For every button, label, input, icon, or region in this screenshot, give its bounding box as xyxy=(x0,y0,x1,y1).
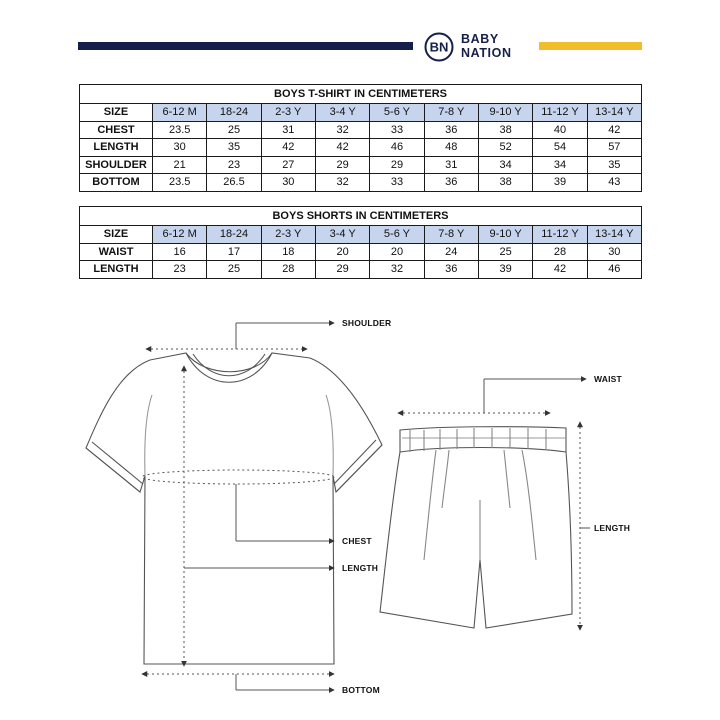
table-cell: 32 xyxy=(315,174,369,192)
shorts-illustration xyxy=(380,427,572,628)
size-header-cell: 9-10 Y xyxy=(478,226,532,244)
table-row xyxy=(80,174,642,192)
table-title: BOYS SHORTS IN CENTIMETERS xyxy=(80,207,642,226)
table-cell: 17 xyxy=(207,243,261,261)
table-cell: 40 xyxy=(533,121,587,139)
brand-logo xyxy=(424,32,534,62)
row-label: WAIST xyxy=(80,243,153,261)
table-cell: 25 xyxy=(207,261,261,279)
header-bar-navy xyxy=(78,42,413,50)
tshirt-illustration xyxy=(86,353,382,664)
table-cell: 29 xyxy=(315,261,369,279)
row-label: CHEST xyxy=(80,121,153,139)
table-cell: 31 xyxy=(261,121,315,139)
header-bar-gold xyxy=(539,42,642,50)
table-cell: 42 xyxy=(587,121,641,139)
table-cell: 30 xyxy=(587,243,641,261)
measurement-diagram xyxy=(0,300,720,720)
table-cell: 36 xyxy=(424,174,478,192)
table-cell: 42 xyxy=(261,139,315,157)
table-cell: 23.5 xyxy=(153,174,207,192)
table-cell: 32 xyxy=(370,261,424,279)
label-shoulder: SHOULDER xyxy=(342,318,392,328)
table-cell: 23 xyxy=(153,261,207,279)
size-header-cell: 13-14 Y xyxy=(587,104,641,122)
row-label: SIZE xyxy=(80,104,153,122)
table-cell: 32 xyxy=(315,121,369,139)
table-cell: 31 xyxy=(424,156,478,174)
size-header-cell: 2-3 Y xyxy=(261,226,315,244)
shorts-size-table xyxy=(79,206,642,279)
label-shorts-length: LENGTH xyxy=(594,523,631,533)
tshirt-table-body xyxy=(80,85,642,192)
label-bottom: BOTTOM xyxy=(342,685,380,695)
size-header-cell: 13-14 Y xyxy=(587,226,641,244)
table-cell: 36 xyxy=(424,121,478,139)
row-label: SIZE xyxy=(80,226,153,244)
table-title-row xyxy=(80,207,642,226)
table-cell: 29 xyxy=(315,156,369,174)
table-cell: 30 xyxy=(261,174,315,192)
table-cell: 39 xyxy=(478,261,532,279)
logo-line-1: BABY xyxy=(461,32,499,46)
table-title-row xyxy=(80,85,642,104)
logo-monogram-icon xyxy=(424,32,454,62)
table-cell: 20 xyxy=(370,243,424,261)
table-cell: 39 xyxy=(533,174,587,192)
row-label: SHOULDER xyxy=(80,156,153,174)
row-label: BOTTOM xyxy=(80,174,153,192)
table-cell: 33 xyxy=(370,174,424,192)
shorts-guides xyxy=(398,379,590,630)
logo-monogram: BN xyxy=(429,39,449,55)
logo-line-2: NATION xyxy=(461,45,512,60)
tshirt-size-table xyxy=(79,84,642,192)
table-cell: 42 xyxy=(315,139,369,157)
table-cell: 54 xyxy=(533,139,587,157)
size-header-cell: 9-10 Y xyxy=(478,104,532,122)
table-row xyxy=(80,121,642,139)
size-header-cell: 6-12 M xyxy=(153,226,207,244)
table-row xyxy=(80,226,642,244)
table-row xyxy=(80,104,642,122)
size-header-cell: 3-4 Y xyxy=(315,104,369,122)
table-cell: 30 xyxy=(153,139,207,157)
label-chest: CHEST xyxy=(342,536,372,546)
table-cell: 21 xyxy=(153,156,207,174)
table-cell: 33 xyxy=(370,121,424,139)
table-cell: 23 xyxy=(207,156,261,174)
row-label: LENGTH xyxy=(80,261,153,279)
table-row xyxy=(80,139,642,157)
size-header-cell: 2-3 Y xyxy=(261,104,315,122)
row-label: LENGTH xyxy=(80,139,153,157)
shorts-table-body xyxy=(80,207,642,279)
table-cell: 36 xyxy=(424,261,478,279)
table-cell: 25 xyxy=(207,121,261,139)
table-cell: 48 xyxy=(424,139,478,157)
label-waist: WAIST xyxy=(594,374,622,384)
table-row xyxy=(80,243,642,261)
table-row xyxy=(80,156,642,174)
table-cell: 52 xyxy=(478,139,532,157)
table-cell: 38 xyxy=(478,174,532,192)
table-cell: 29 xyxy=(370,156,424,174)
table-cell: 20 xyxy=(315,243,369,261)
size-header-cell: 18-24 xyxy=(207,226,261,244)
size-header-cell: 7-8 Y xyxy=(424,104,478,122)
table-title: BOYS T-SHIRT IN CENTIMETERS xyxy=(80,85,642,104)
size-header-cell: 3-4 Y xyxy=(315,226,369,244)
size-header-cell: 18-24 xyxy=(207,104,261,122)
table-cell: 46 xyxy=(370,139,424,157)
table-cell: 34 xyxy=(478,156,532,174)
table-cell: 43 xyxy=(587,174,641,192)
table-cell: 28 xyxy=(261,261,315,279)
size-header-cell: 5-6 Y xyxy=(370,226,424,244)
size-header-cell: 6-12 M xyxy=(153,104,207,122)
size-header-cell: 11-12 Y xyxy=(533,104,587,122)
table-cell: 23.5 xyxy=(153,121,207,139)
table-cell: 34 xyxy=(533,156,587,174)
table-cell: 38 xyxy=(478,121,532,139)
table-row xyxy=(80,261,642,279)
table-cell: 25 xyxy=(478,243,532,261)
size-header-cell: 7-8 Y xyxy=(424,226,478,244)
table-cell: 16 xyxy=(153,243,207,261)
logo-wordmark xyxy=(461,33,512,60)
label-length: LENGTH xyxy=(342,563,379,573)
tshirt-guides xyxy=(142,323,334,690)
table-cell: 35 xyxy=(587,156,641,174)
table-cell: 57 xyxy=(587,139,641,157)
table-cell: 46 xyxy=(587,261,641,279)
table-cell: 18 xyxy=(261,243,315,261)
table-cell: 35 xyxy=(207,139,261,157)
size-header-cell: 11-12 Y xyxy=(533,226,587,244)
table-cell: 27 xyxy=(261,156,315,174)
table-cell: 28 xyxy=(533,243,587,261)
table-cell: 42 xyxy=(533,261,587,279)
table-cell: 26.5 xyxy=(207,174,261,192)
size-header-cell: 5-6 Y xyxy=(370,104,424,122)
table-cell: 24 xyxy=(424,243,478,261)
